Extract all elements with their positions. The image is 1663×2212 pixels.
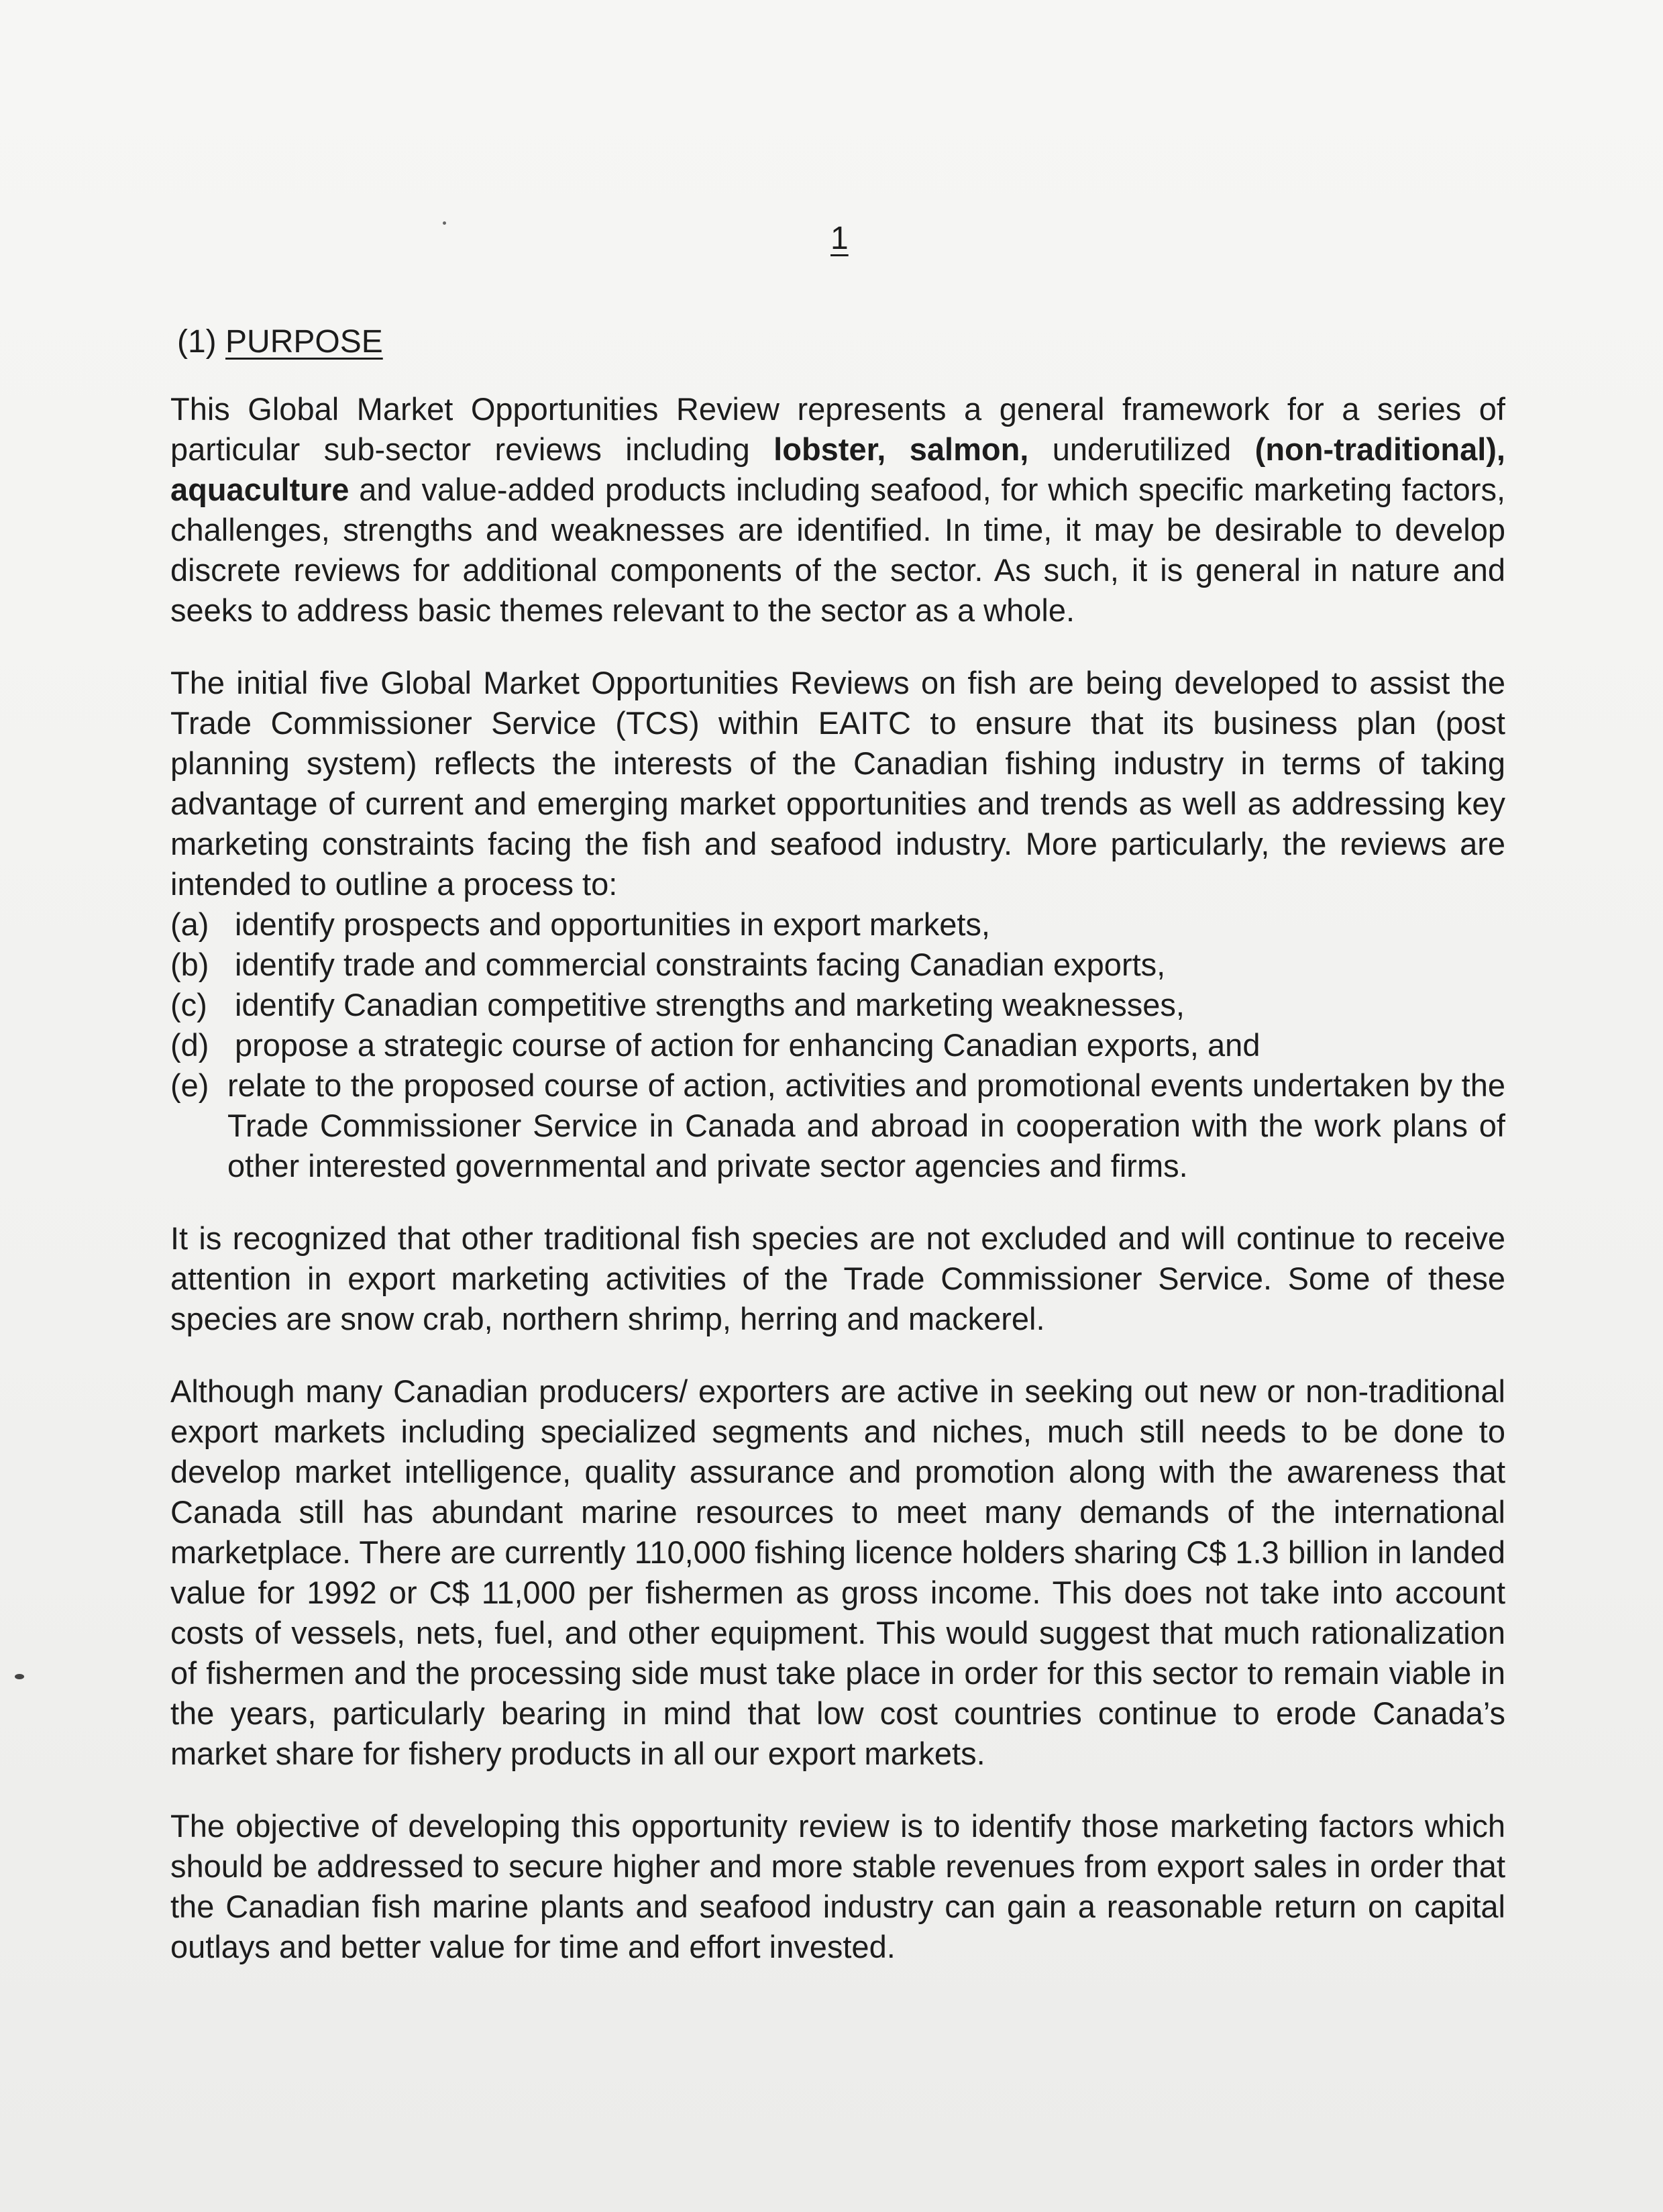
- list-marker: (e): [170, 1067, 209, 1103]
- para1-bold-categories: (non-traditional), aquaculture: [170, 431, 1505, 507]
- para1-bold-species: lobster, salmon,: [773, 431, 1029, 467]
- process-list: [170, 904, 1505, 1186]
- paragraph-producers-exporters: Although many Canadian producers/ exporters are active in seeking out new or non-traditional export markets including specialized segments and niches, much still needs to be done to develop market intelligence, quality assurance and promotion along with the awareness that Canada still has abundant marine resources to meet many demands of the international marketplace. There are currently 110,000 fishing licence holders sharing C$ 1.3 billion in landed value for 1992 or C$ 11,000 per fishermen as gross income. This does not take into account costs of vessels, nets, fuel, and other equipment. This would suggest that much rationalization of fishermen and the processing side must take place in order for this sector to remain viable in the years, particularly bearing in mind that low cost countries continue to erode Canada’s market share for fishery products in all our export markets.: [170, 1373, 1505, 1771]
- paragraph-initial-reviews: The initial five Global Market Opportunities Reviews on fish are being developed to assist the Trade Commissioner Service (TCS) within EAITC to ensure that its business plan (post planning system) reflects the interests of the Canadian fishing industry in terms of taking advantage of current and emerging market opportunities and trends as well as addressing key marketing constraints facing the fish and seafood industry. More particularly, the reviews are intended to outline a process to:: [170, 665, 1505, 902]
- list-item-text: identify Canadian competitive strengths and marketing weaknesses,: [235, 987, 1185, 1022]
- paragraph-framework: [170, 389, 1505, 631]
- list-item: [170, 945, 1505, 985]
- section-heading: [177, 322, 1505, 362]
- scan-speck: [443, 221, 446, 225]
- paragraph-other-species: It is recognized that other traditional fish species are not excluded and will continue to receive attention in export marketing activities of the Trade Commissioner Service. Some of these species are snow crab, northern shrimp, herring and mackerel.: [170, 1220, 1505, 1336]
- section-title: PURPOSE: [225, 324, 383, 360]
- list-item-text: propose a strategic course of action for enhancing Canadian exports, and: [235, 1027, 1260, 1063]
- para1-text-3: and value-added products including seafood, for which specific marketing factors, challenges, strengths and weaknesses are identified. In time, it may be desirable to develop discrete reviews for additional components of the sector. As such, it is general in nature and seeks to address basic themes relevant to the sector as a whole.: [170, 472, 1505, 628]
- para1-text-2: underutilized: [1028, 431, 1255, 467]
- list-item-text: identify trade and commercial constraints facing Canadian exports,: [235, 947, 1166, 982]
- list-item-text: relate to the proposed course of action, activities and promotional events undertaken by the Trade Commissioner Service in Canada and abroad in cooperation with the work plans of other interested governmental and private sector agencies and firms.: [227, 1067, 1505, 1183]
- list-item-text: identify prospects and opportunities in export markets,: [235, 906, 990, 942]
- para1-text-1: This Global Market Opportunities Review represents a general framework for a series of particular sub-sector reviews including: [170, 391, 1505, 467]
- section-number: (1): [177, 324, 217, 360]
- margin-ink-mark: [15, 1674, 24, 1679]
- list-marker: (a): [170, 906, 209, 942]
- list-item: [170, 1065, 1505, 1186]
- body-text: [170, 322, 1505, 1967]
- paragraph-objective: The objective of developing this opportunity review is to identify those marketing factors which should be addressed to secure higher and more stable revenues from export sales in order that the Canadian fish marine plants and seafood industry can gain a reasonable return on capital outlays and better value for time and effort invested.: [170, 1808, 1505, 1964]
- list-item: [170, 1025, 1505, 1065]
- list-marker: (c): [170, 987, 207, 1022]
- list-marker: (d): [170, 1027, 209, 1063]
- list-item: [170, 985, 1505, 1025]
- list-item: [170, 904, 1505, 945]
- page-number: 1: [830, 221, 849, 256]
- list-marker: (b): [170, 947, 209, 982]
